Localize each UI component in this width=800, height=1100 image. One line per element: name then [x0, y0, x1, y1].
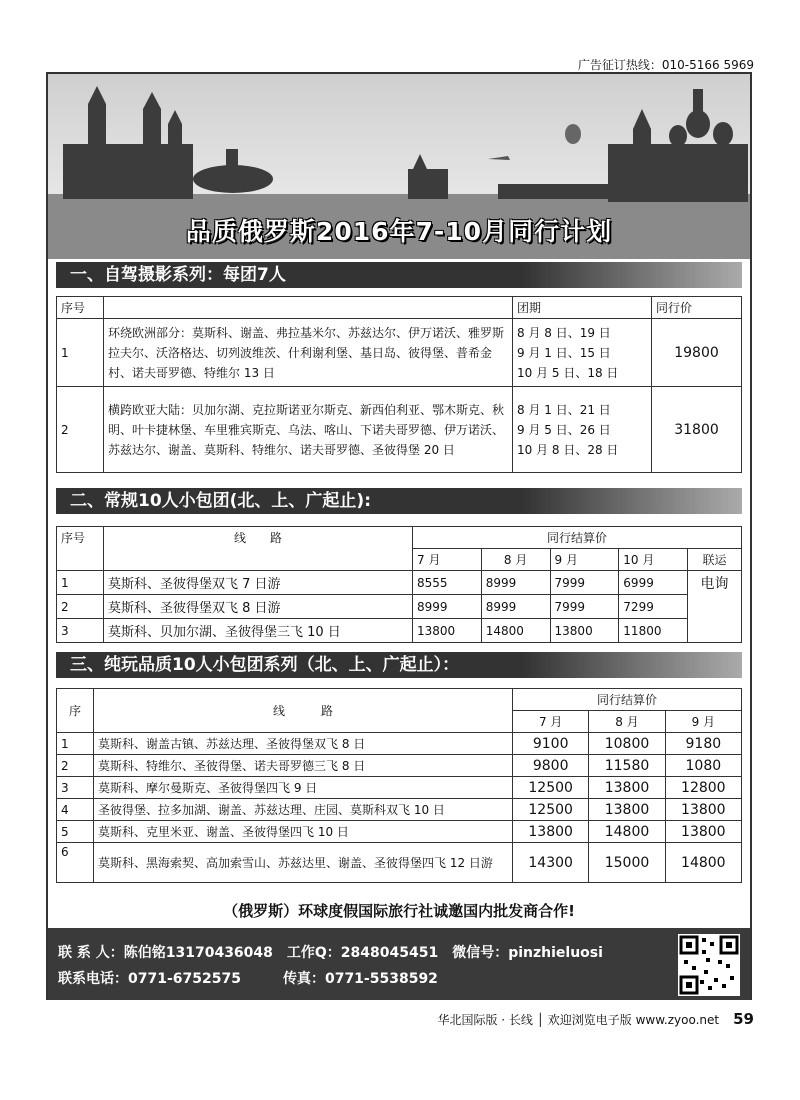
section2-title: 二、常规10人小包团(北、上、广起止): — [70, 491, 371, 511]
price-cell: 13800 — [665, 821, 741, 843]
month-header: 7 月 — [513, 711, 589, 733]
col-header-route: 线 路 — [104, 527, 413, 571]
price-cell: 13800 — [513, 821, 589, 843]
row-no: 2 — [57, 595, 104, 619]
col-header-dates: 团期 — [513, 297, 652, 319]
date-line: 9 月 1 日、15 日 — [517, 345, 611, 360]
section3-title-bar — [56, 652, 742, 678]
price-cell: 13800 — [665, 799, 741, 821]
col-header-price: 同行结算价 — [513, 689, 742, 711]
row-route: 圣彼得堡、拉多加湖、谢盖、苏兹达理、庄园、莫斯科双飞 10 日 — [94, 799, 513, 821]
price-cell: 12500 — [513, 777, 589, 799]
price-cell: 8999 — [481, 571, 550, 595]
price-cell: 10800 — [589, 733, 665, 755]
price-cell: 11800 — [619, 619, 688, 643]
price-cell: 13800 — [589, 777, 665, 799]
regular-tour-table — [56, 526, 742, 643]
partner-invite: （俄罗斯）环球度假国际旅行社诚邀国内批发商合作! — [223, 902, 575, 920]
contact-bar — [48, 928, 750, 1000]
month-header: 8 月 — [589, 711, 665, 733]
row-route: 莫斯科、黑海索契、高加索雪山、苏兹达里、谢盖、圣彼得堡四飞 12 日游 — [94, 843, 513, 883]
price-cell: 11580 — [589, 755, 665, 777]
price-cell: 1080 — [665, 755, 741, 777]
contact-line-2: 联系电话：0771-6752575 传真：0771-5538592 — [58, 971, 438, 987]
month-header: 10 月 — [619, 549, 688, 571]
month-header: 9 月 — [665, 711, 741, 733]
table-row — [57, 595, 742, 619]
section3-title: 三、纯玩品质10人小包团系列（北、上、广起止）： — [70, 655, 460, 675]
row-no: 6 — [57, 843, 94, 883]
row-route: 莫斯科、谢盖古镇、苏兹达理、圣彼得堡双飞 8 日 — [94, 733, 513, 755]
month-header: 9 月 — [550, 549, 619, 571]
date-line: 10 月 5 日、18 日 — [517, 365, 619, 380]
price-cell: 8999 — [481, 595, 550, 619]
price-cell: 6999 — [619, 571, 688, 595]
date-line: 9 月 5 日、26 日 — [517, 422, 611, 437]
month-header: 联运 — [688, 549, 742, 571]
contact-note: 电询 — [688, 571, 742, 643]
price-cell: 12500 — [513, 799, 589, 821]
banner-image — [48, 74, 750, 259]
price-cell: 9100 — [513, 733, 589, 755]
row-price: 19800 — [652, 319, 742, 387]
col-header-price: 同行结算价 — [413, 527, 742, 549]
price-cell: 13800 — [550, 619, 619, 643]
row-no: 2 — [57, 387, 104, 473]
row-route: 莫斯科、摩尔曼斯克、圣彼得堡四飞 9 日 — [94, 777, 513, 799]
price-cell: 12800 — [665, 777, 741, 799]
section1-title: 一、自驾摄影系列：每团7人 — [70, 265, 286, 285]
table-header-row — [57, 527, 742, 549]
price-cell: 8555 — [413, 571, 482, 595]
row-route: 莫斯科、贝加尔湖、圣彼得堡三飞 10 日 — [104, 619, 413, 643]
table-row — [57, 319, 742, 387]
table-row — [57, 821, 742, 843]
month-header: 8 月 — [481, 549, 550, 571]
row-route: 横跨欧亚大陆：贝加尔湖、克拉斯诺亚尔斯克、新西伯利亚、鄂木斯克、秋明、叶卡捷林堡、车里雅宾斯克、乌法、喀山、下诺夫哥罗德、伊万诺沃、苏兹达尔、谢盖、莫斯科、特维尔、诺夫哥罗德、圣彼得堡 20 日 — [104, 387, 513, 473]
col-header-route: 线 路 — [94, 689, 513, 733]
price-cell: 7999 — [550, 571, 619, 595]
ad-hotline: 广告征订热线：010-5166 5969 — [577, 58, 754, 72]
price-cell: 14800 — [589, 821, 665, 843]
price-cell: 9180 — [665, 733, 741, 755]
section1-title-bar — [56, 262, 742, 288]
qr-code-icon — [678, 934, 740, 996]
price-cell: 13800 — [589, 799, 665, 821]
row-dates — [513, 319, 652, 387]
table-row — [57, 755, 742, 777]
contact-line-1: 联 系 人：陈伯铭13170436048 工作Q：2848045451 微信号：pinzhieluosi — [58, 945, 603, 961]
row-route: 莫斯科、克里米亚、谢盖、圣彼得堡四飞 10 日 — [94, 821, 513, 843]
col-header-route — [104, 297, 513, 319]
price-cell: 8999 — [413, 595, 482, 619]
row-no: 1 — [57, 733, 94, 755]
col-header-no: 序 — [57, 689, 94, 733]
row-no: 5 — [57, 821, 94, 843]
row-route: 莫斯科、圣彼得堡双飞 8 日游 — [104, 595, 413, 619]
row-no: 3 — [57, 619, 104, 643]
table-row — [57, 777, 742, 799]
row-no: 1 — [57, 571, 104, 595]
month-header: 7 月 — [413, 549, 482, 571]
footer-text: 华北国际版 · 长线 │ 欢迎浏览电子版 www.zyoo.net — [437, 1013, 720, 1027]
row-route: 莫斯科、特维尔、圣彼得堡、诺夫哥罗德三飞 8 日 — [94, 755, 513, 777]
col-header-price: 同行价 — [652, 297, 742, 319]
price-cell: 14800 — [481, 619, 550, 643]
price-cell: 13800 — [413, 619, 482, 643]
price-cell: 7299 — [619, 595, 688, 619]
table-row — [57, 843, 742, 883]
col-header-no: 序号 — [57, 297, 104, 319]
row-no: 4 — [57, 799, 94, 821]
row-no: 2 — [57, 755, 94, 777]
price-cell: 9800 — [513, 755, 589, 777]
table-row — [57, 387, 742, 473]
row-no: 1 — [57, 319, 104, 387]
date-line: 8 月 8 日、19 日 — [517, 325, 611, 340]
row-no: 3 — [57, 777, 94, 799]
row-route: 莫斯科、圣彼得堡双飞 7 日游 — [104, 571, 413, 595]
price-cell: 7999 — [550, 595, 619, 619]
table-row — [57, 619, 742, 643]
section2-title-bar — [56, 488, 742, 514]
date-line: 8 月 1 日、21 日 — [517, 402, 611, 417]
page-footer — [437, 1010, 754, 1028]
date-line: 10 月 8 日、28 日 — [517, 442, 619, 457]
table-header-row — [57, 689, 742, 711]
price-cell: 15000 — [589, 843, 665, 883]
table-row — [57, 733, 742, 755]
table-header-row — [57, 297, 742, 319]
table-row — [57, 799, 742, 821]
advertisement-frame — [46, 72, 752, 1000]
table-row — [57, 571, 742, 595]
premium-tour-table — [56, 688, 742, 883]
row-route: 环绕欧洲部分：莫斯科、谢盖、弗拉基米尔、苏兹达尔、伊万诺沃、雅罗斯拉夫尔、沃洛格达、切列波维茨、什利谢利堡、基日岛、彼得堡、普希金村、诺夫哥罗德、特维尔 13 日 — [104, 319, 513, 387]
row-dates — [513, 387, 652, 473]
price-cell: 14800 — [665, 843, 741, 883]
row-price: 31800 — [652, 387, 742, 473]
price-cell: 14300 — [513, 843, 589, 883]
page-number: 59 — [733, 1010, 754, 1028]
banner-title: 品质俄罗斯2016年7-10月同行计划 — [185, 217, 613, 246]
col-header-no: 序号 — [57, 527, 104, 571]
self-drive-table — [56, 296, 742, 473]
